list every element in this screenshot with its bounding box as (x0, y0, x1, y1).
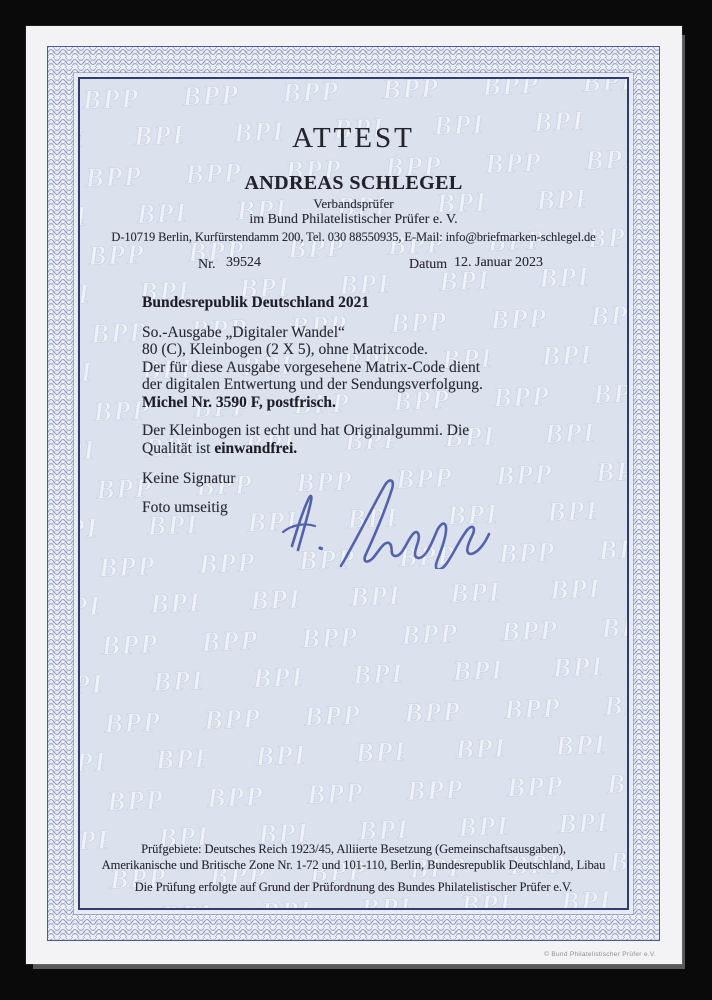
guilloche-border-frame (47, 46, 660, 941)
certificate-meta-row (80, 255, 627, 273)
certificate-number-label: Nr. (198, 257, 216, 272)
date-label: Datum (409, 257, 448, 272)
bpp-copyright-note: © Bund Philatelistischer Prüfer e.V. (544, 951, 656, 958)
signature-autograph (275, 473, 500, 569)
verdict-line: Qualität ist einwandfrei. (142, 439, 298, 457)
certificate-title: ATTEST (292, 122, 415, 154)
signature-note: Keine Signatur (142, 470, 236, 487)
certificate-number-value: 39524 (226, 255, 261, 270)
item-description (142, 324, 627, 412)
description-line: So.-Ausgabe „Digitaler Wandel“ (142, 323, 345, 341)
contact-line: D-10719 Berlin, Kurfürstendamm 200, Tel. 030 88550935, E-Mail: info@briefmarken-schlegel.de (111, 230, 596, 244)
michel-catalog-line: Michel Nr. 3590 F, postfrisch. (142, 393, 336, 411)
description-line: der digitalen Entwertung und der Sendungsverfolgung. (142, 376, 483, 393)
association-line: im Bund Philatelistischer Prüfer e. V. (249, 212, 458, 227)
examination-areas-line: Prüfgebiete: Deutsches Reich 1923/45, Alliierte Besetzung (Gemeinschaftsausgaben), (141, 841, 566, 856)
date-value: 12. Januar 2023 (454, 255, 544, 270)
description-line: 80 (C), Kleinbogen (2 X 5), ohne Matrixcode. (142, 341, 428, 358)
certificate-inner-sheet (78, 77, 629, 910)
description-line: Der für diese Ausgabe vorgesehene Matrix-Code dient (142, 358, 481, 376)
photo-note: Foto umseitig (142, 498, 228, 516)
examiner-name: ANDREAS SCHLEGEL (244, 172, 463, 194)
verdict-line: Der Kleinbogen ist echt und hat Originalgummi. Die (142, 422, 470, 439)
examiner-signature (275, 473, 500, 569)
examination-areas-line: Amerikanische und Britische Zone Nr. 1-72 und 101-110, Berlin, Bundesrepublik Deutschland, Libau (101, 858, 606, 872)
examination-rule-line: Die Prüfung erfolgte auf Grund der Prüfordnung des Bundes Philatelistischer Prüfer e.V. (134, 879, 573, 894)
examiner-role: Verbandsprüfer (313, 196, 394, 211)
footer-notes (80, 841, 627, 896)
certificate-paper (26, 26, 682, 964)
authenticity-verdict (142, 422, 627, 457)
certificate-content (80, 79, 627, 908)
quality-word: einwandfrei. (214, 439, 298, 457)
country-heading: Bundesrepublik Deutschland 2021 (142, 294, 370, 311)
